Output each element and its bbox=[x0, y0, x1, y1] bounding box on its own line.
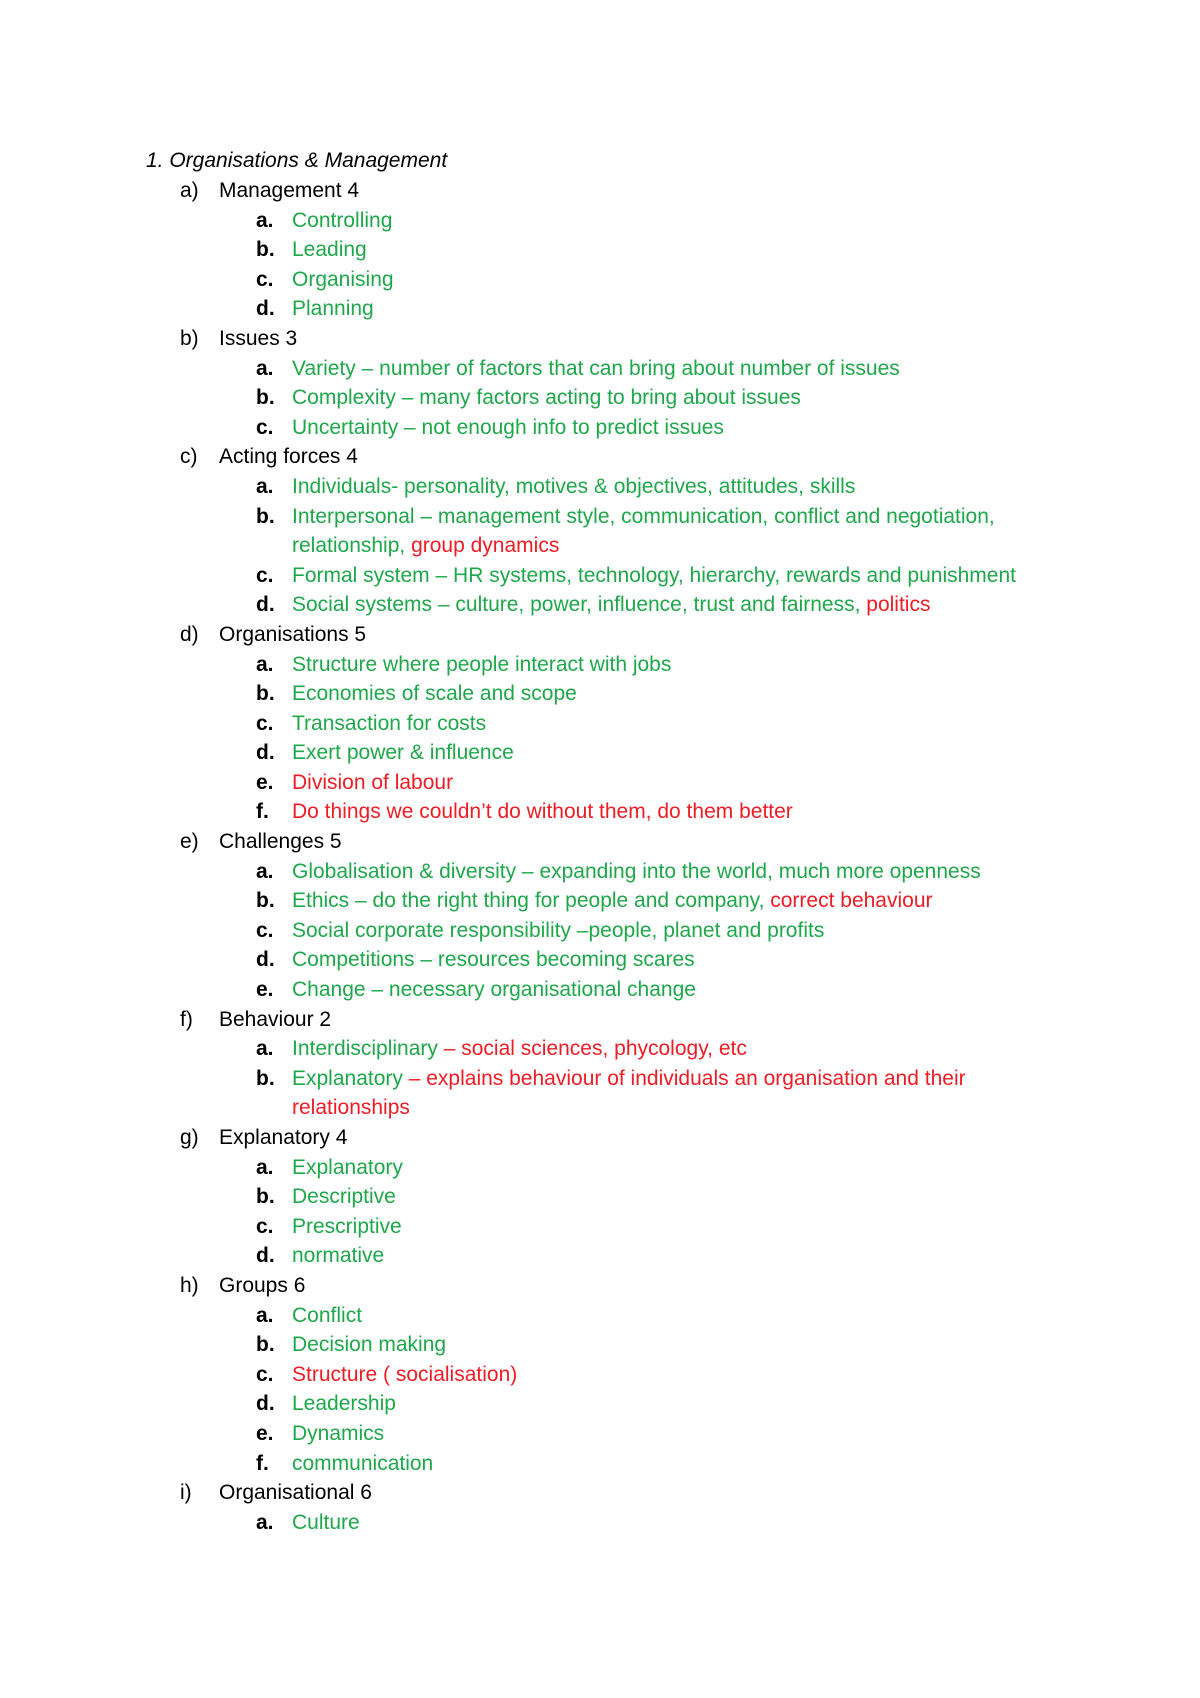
list-item bbox=[0, 916, 1200, 946]
list-item bbox=[0, 1241, 1200, 1271]
list-item bbox=[0, 413, 1200, 443]
item-text-green: Transaction for costs bbox=[292, 711, 487, 735]
item-text bbox=[292, 590, 1072, 620]
list-item bbox=[0, 354, 1200, 384]
list-item bbox=[0, 1389, 1200, 1419]
section-heading bbox=[0, 324, 1200, 354]
list-item bbox=[0, 1182, 1200, 1212]
item-text-green: Social corporate responsibility –people, planet and profits bbox=[292, 918, 825, 942]
item-text-green: Ethics – do the right thing for people and company, bbox=[292, 889, 771, 913]
section-label: d) bbox=[180, 622, 199, 646]
item-text-green: Leading bbox=[292, 238, 367, 262]
item-text bbox=[292, 1064, 1072, 1123]
section-title: Management 4 bbox=[219, 179, 360, 202]
item-text bbox=[292, 650, 1072, 680]
item-text-red: Structure ( socialisation) bbox=[292, 1362, 518, 1386]
list-item bbox=[0, 709, 1200, 739]
item-text-green: Complexity – many factors acting to bring about issues bbox=[292, 386, 801, 410]
item-text bbox=[292, 235, 1072, 265]
item-text bbox=[292, 768, 1072, 798]
list-item bbox=[0, 265, 1200, 295]
item-text bbox=[292, 1389, 1072, 1419]
item-text bbox=[292, 1182, 1072, 1212]
item-text bbox=[292, 1212, 1072, 1242]
item-text bbox=[292, 265, 1072, 295]
item-text bbox=[292, 1034, 1072, 1064]
outline-list bbox=[0, 176, 1200, 1537]
list-item bbox=[0, 206, 1200, 236]
item-text-green: Variety – number of factors that can bring about number of issues bbox=[292, 356, 900, 380]
item-text bbox=[292, 945, 1072, 975]
section-label: h) bbox=[180, 1273, 199, 1297]
item-text-red: group dynamics bbox=[411, 534, 560, 558]
list-item bbox=[0, 1419, 1200, 1449]
section-label: f) bbox=[180, 1007, 193, 1031]
item-text bbox=[292, 413, 1072, 443]
item-text-green: Descriptive bbox=[292, 1185, 396, 1209]
item-label: c. bbox=[256, 267, 274, 291]
list-item bbox=[0, 975, 1200, 1005]
item-text-green: Individuals- personality, motives & objectives, attitudes, skills bbox=[292, 474, 856, 498]
item-text-green: Conflict bbox=[292, 1303, 363, 1327]
item-text bbox=[292, 1419, 1072, 1449]
item-label: a. bbox=[256, 474, 274, 498]
item-label: c. bbox=[256, 415, 274, 439]
section-label: i) bbox=[180, 1481, 192, 1505]
item-label: a. bbox=[256, 1303, 274, 1327]
item-label: b. bbox=[256, 386, 275, 410]
item-label: d. bbox=[256, 593, 275, 617]
item-label: b. bbox=[256, 889, 275, 913]
section-title: Organisational 6 bbox=[219, 1481, 372, 1505]
list-item bbox=[0, 857, 1200, 887]
list-item bbox=[0, 945, 1200, 975]
item-text-green: Culture bbox=[292, 1510, 360, 1534]
item-label: a. bbox=[256, 652, 274, 676]
section-heading bbox=[0, 176, 1200, 206]
item-text bbox=[292, 383, 1072, 413]
item-text bbox=[292, 975, 1072, 1005]
item-label: a. bbox=[256, 1155, 274, 1179]
item-label: c. bbox=[256, 918, 274, 942]
item-text bbox=[292, 1241, 1072, 1271]
item-text-green: Decision making bbox=[292, 1333, 447, 1357]
item-text bbox=[292, 1508, 1072, 1538]
section-label: a) bbox=[180, 179, 199, 202]
item-text bbox=[292, 561, 1072, 591]
list-item bbox=[0, 650, 1200, 680]
section-label: c) bbox=[180, 445, 198, 469]
item-text bbox=[292, 294, 1072, 324]
list-item bbox=[0, 738, 1200, 768]
section-label: g) bbox=[180, 1126, 199, 1149]
item-text-green: Dynamics bbox=[292, 1421, 385, 1445]
item-text-green: Uncertainty – not enough info to predict issues bbox=[292, 415, 724, 439]
item-label: a. bbox=[256, 208, 274, 232]
item-label: b. bbox=[256, 238, 275, 262]
item-text bbox=[292, 1360, 1072, 1390]
item-text-green: Interpersonal – management style, communication, conflict and negotiation, relationship, bbox=[292, 504, 995, 558]
section-heading bbox=[0, 827, 1200, 857]
list-item bbox=[0, 502, 1200, 561]
item-label: f. bbox=[256, 1451, 269, 1475]
list-item bbox=[0, 235, 1200, 265]
list-item bbox=[0, 1034, 1200, 1064]
list-item bbox=[0, 472, 1200, 502]
item-text bbox=[292, 206, 1072, 236]
item-text-green: Prescriptive bbox=[292, 1214, 402, 1238]
section-title: Acting forces 4 bbox=[219, 445, 358, 469]
item-text-green: Explanatory bbox=[292, 1155, 403, 1179]
item-text-red: Division of labour bbox=[292, 770, 454, 794]
list-item bbox=[0, 590, 1200, 620]
list-item bbox=[0, 768, 1200, 798]
item-label: d. bbox=[256, 948, 275, 972]
list-item bbox=[0, 561, 1200, 591]
item-text-green: Formal system – HR systems, technology, hierarchy, rewards and punishment bbox=[292, 563, 1016, 587]
item-text-green: Exert power & influence bbox=[292, 741, 514, 765]
item-text bbox=[292, 354, 1072, 384]
item-text-green: communication bbox=[292, 1451, 434, 1475]
section-label: e) bbox=[180, 830, 199, 854]
item-text-green: Interdisciplinary bbox=[292, 1037, 444, 1061]
item-label: b. bbox=[256, 1333, 275, 1357]
item-text bbox=[292, 738, 1072, 768]
item-label: d. bbox=[256, 741, 275, 765]
section-heading bbox=[0, 442, 1200, 472]
list-item bbox=[0, 1212, 1200, 1242]
item-label: a. bbox=[256, 356, 274, 380]
item-text-green: normative bbox=[292, 1244, 385, 1268]
section-title: Challenges 5 bbox=[219, 830, 342, 854]
section-title: Issues 3 bbox=[219, 326, 298, 350]
section-label: b) bbox=[180, 326, 199, 350]
item-text-red: correct behaviour bbox=[770, 889, 933, 913]
item-text-green: Globalisation & diversity – expanding into the world, much more openness bbox=[292, 859, 981, 883]
item-text bbox=[292, 709, 1072, 739]
item-label: c. bbox=[256, 711, 274, 735]
section-heading bbox=[0, 1271, 1200, 1301]
item-label: a. bbox=[256, 1510, 274, 1534]
item-text-red: – social sciences, phycology, etc bbox=[443, 1037, 747, 1061]
item-text-red: – explains behaviour of individuals an organisation and their relationships bbox=[292, 1066, 966, 1120]
item-text bbox=[292, 679, 1072, 709]
section-title: Organisations 5 bbox=[219, 622, 367, 646]
list-item bbox=[0, 383, 1200, 413]
section-title: Behaviour 2 bbox=[219, 1007, 332, 1031]
item-label: f. bbox=[256, 800, 269, 824]
item-label: b. bbox=[256, 1185, 275, 1209]
item-label: c. bbox=[256, 563, 274, 587]
item-text-green: Structure where people interact with jobs bbox=[292, 652, 672, 676]
list-item bbox=[0, 1301, 1200, 1331]
item-text bbox=[292, 1330, 1072, 1360]
item-text bbox=[292, 1449, 1072, 1479]
list-item bbox=[0, 679, 1200, 709]
item-text-green: Explanatory bbox=[292, 1066, 409, 1090]
item-text-green: Organising bbox=[292, 267, 394, 291]
item-label: b. bbox=[256, 1066, 275, 1090]
item-text bbox=[292, 857, 1072, 887]
item-label: a. bbox=[256, 1037, 274, 1061]
item-text-red: politics bbox=[866, 593, 931, 617]
list-item bbox=[0, 797, 1200, 827]
list-item bbox=[0, 1153, 1200, 1183]
item-label: d. bbox=[256, 297, 275, 321]
section-heading bbox=[0, 1478, 1200, 1508]
item-text-green: Planning bbox=[292, 297, 374, 321]
item-label: e. bbox=[256, 770, 274, 794]
item-text bbox=[292, 502, 1072, 561]
item-label: b. bbox=[256, 682, 275, 706]
item-text bbox=[292, 1301, 1072, 1331]
section-title: Groups 6 bbox=[219, 1273, 306, 1297]
item-text-green: Controlling bbox=[292, 208, 393, 232]
list-item bbox=[0, 294, 1200, 324]
list-item bbox=[0, 886, 1200, 916]
item-label: a. bbox=[256, 859, 274, 883]
item-text-green: Competitions – resources becoming scares bbox=[292, 948, 695, 972]
item-label: d. bbox=[256, 1392, 275, 1416]
item-text-green: Leadership bbox=[292, 1392, 396, 1416]
item-label: b. bbox=[256, 504, 275, 528]
item-text bbox=[292, 472, 1072, 502]
item-text bbox=[292, 1153, 1072, 1183]
item-text-green: Economies of scale and scope bbox=[292, 682, 577, 706]
list-item bbox=[0, 1064, 1200, 1123]
item-text-red: Do things we couldn’t do without them, do them better bbox=[292, 800, 793, 824]
list-item bbox=[0, 1508, 1200, 1538]
item-text-green: Change – necessary organisational change bbox=[292, 978, 696, 1002]
section-heading bbox=[0, 620, 1200, 650]
section-title: Explanatory 4 bbox=[219, 1126, 348, 1149]
list-item bbox=[0, 1330, 1200, 1360]
item-label: e. bbox=[256, 978, 274, 1002]
item-text bbox=[292, 916, 1072, 946]
item-label: c. bbox=[256, 1214, 274, 1238]
list-item bbox=[0, 1360, 1200, 1390]
item-text bbox=[292, 886, 1072, 916]
section-heading bbox=[0, 1123, 1200, 1153]
item-label: c. bbox=[256, 1362, 274, 1386]
item-label: e. bbox=[256, 1421, 274, 1445]
item-label: d. bbox=[256, 1244, 275, 1268]
section-heading bbox=[0, 1005, 1200, 1035]
item-text bbox=[292, 797, 1072, 827]
document-heading: 1. Organisations & Management bbox=[146, 149, 448, 172]
list-item bbox=[0, 1449, 1200, 1479]
item-text-green: Social systems – culture, power, influence, trust and fairness, bbox=[292, 593, 867, 617]
